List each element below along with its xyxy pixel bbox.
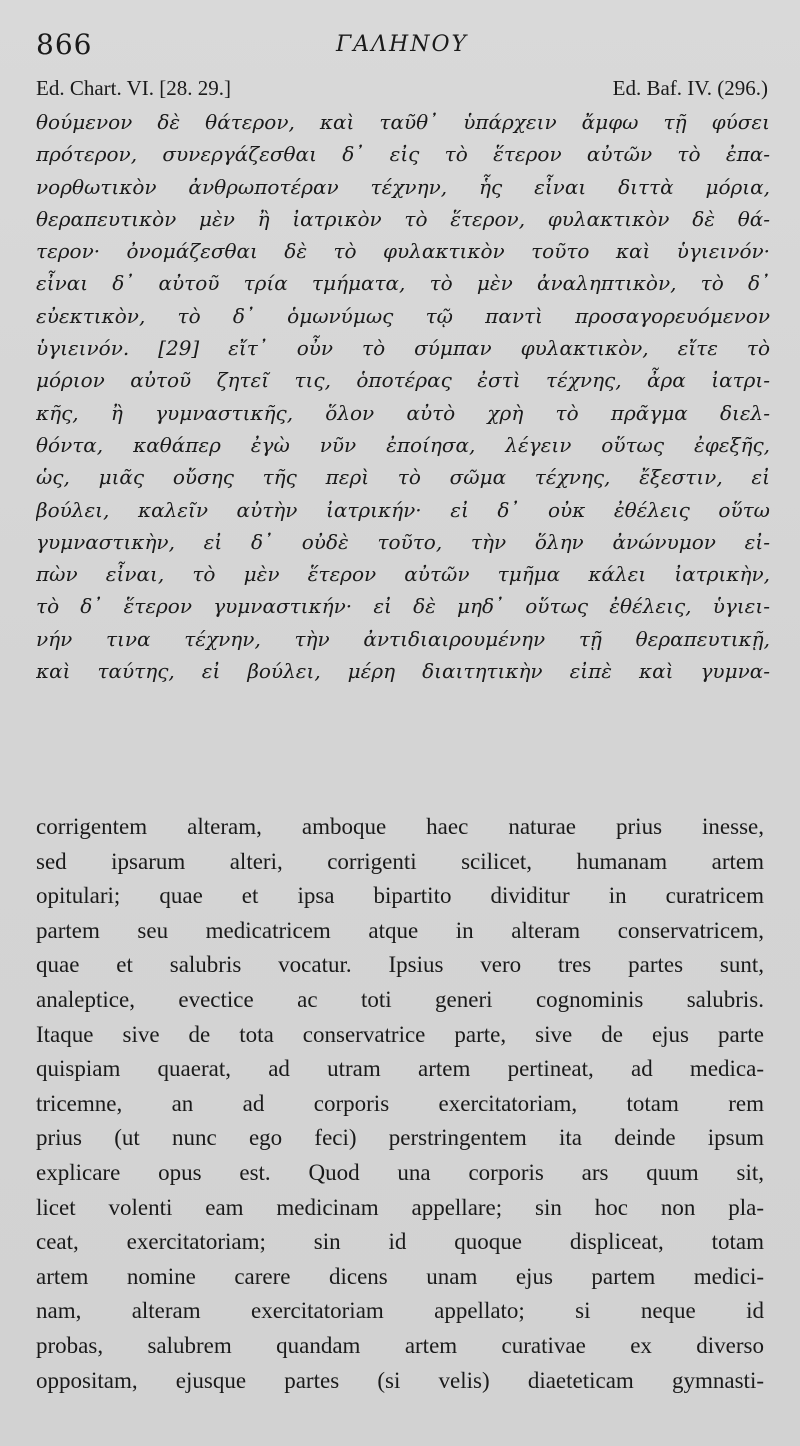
latin-line: analeptice, evectice ac toti generi cognominis salubris. (36, 986, 764, 1012)
latin-line: artem nomine carere dicens unam ejus partem medici- (36, 1263, 764, 1289)
latin-line: corrigentem alteram, amboque haec naturae prius inesse, (36, 814, 764, 839)
latin-line: nam, alteram exercitatoriam appellato; si neque id (36, 1298, 764, 1324)
greek-line: θούμενον δὲ θάτερον, καὶ ταῦθ᾽ ὑπάρχειν ἄμφω τῇ φύσει (36, 110, 770, 134)
greek-line: γυμναστικὴν, εἰ δ᾽ οὐδὲ τοῦτο, τὴν ὅλην ἀνώνυμον εἰ- (36, 529, 770, 554)
greek-line: θόντα, καθάπερ ἐγὼ νῦν ἐποίησα, λέγειν οὕτως ἐφεξῆς, (36, 432, 770, 457)
latin-line: prius (ut nunc ego feci) perstringentem ita deinde ipsum (36, 1125, 764, 1151)
greek-line: τερον· ὀνομάζεσθαι δὲ τὸ φυλακτικὸν τοῦτο καὶ ὑγιεινόν· (36, 239, 770, 264)
greek-line: ὡς, μιᾶς οὔσης τῆς περὶ τὸ σῶμα τέχνης, ἔξεστιν, εἰ (36, 465, 770, 490)
greek-line: πὼν εἶναι, τὸ μὲν ἕτερον αὐτῶν τμῆμα κάλει ἰατρικὴν, (36, 562, 770, 587)
edition-chartier: Ed. Chart. VI. [28. 29.] (36, 76, 231, 100)
latin-translation (36, 810, 764, 1398)
greek-line: εὐεκτικὸν, τὸ δ᾽ ὁμωνύμως τῷ παντὶ προσαγορευόμενον (36, 303, 770, 328)
latin-line: quispiam quaerat, ad utram artem pertineat, ad medica- (36, 1056, 764, 1082)
greek-line: πρότερον, συνεργάζεσθαι δ᾽ εἰς τὸ ἕτερον αὐτῶν τὸ ἐπα- (36, 142, 770, 167)
latin-line: ceat, exercitatoriam; sin id quoque displiceat, totam (36, 1229, 764, 1255)
latin-line: quae et salubris vocatur. Ipsius vero tres partes sunt, (36, 952, 764, 978)
greek-line: εἶναι δ᾽ αὐτοῦ τρία τμήματα, τὸ μὲν ἀναληπτικὸν, τὸ δ᾽ (36, 271, 770, 296)
latin-line: tricemne, an ad corporis exercitatoriam, totam rem (36, 1090, 764, 1116)
greek-line: μόριον αὐτοῦ ζητεῖ τις, ὁποτέρας ἐστὶ τέχνης, ἆρα ἰατρι- (36, 368, 770, 393)
latin-line: Itaque sive de tota conservatrice parte, sive de ejus parte (36, 1021, 764, 1047)
latin-line: partem seu medicatricem atque in alteram conservatricem, (36, 917, 764, 943)
greek-line: νήν τινα τέχνην, τὴν ἀντιδιαιρουμένην τῇ θεραπευτικῇ, (36, 626, 770, 651)
latin-line: oppositam, ejusque partes (si velis) diaeteticam gymnasti- (36, 1367, 764, 1393)
running-head: ΓΑΛΗΝΟΥ (336, 32, 469, 57)
edition-basel: Ed. Baf. IV. (296.) (612, 76, 768, 100)
latin-line: opitulari; quae et ipsa bipartito dividitur in curatricem (36, 883, 764, 909)
greek-line: τὸ δ᾽ ἕτερον γυμναστικήν· εἰ δὲ μηδ᾽ οὕτως ἐθέλεις, ὑγιει- (36, 594, 770, 619)
edition-references (36, 76, 768, 106)
latin-line: licet volenti eam medicinam appellare; sin hoc non pla- (36, 1194, 764, 1220)
greek-line: καὶ ταύτης, εἰ βούλει, μέρη διαιτητικὴν εἰπὲ καὶ γυμνα- (36, 659, 770, 684)
greek-line: βούλει, καλεῖν αὐτὴν ἰατρικήν· εἰ δ᾽ οὐκ ἐθέλεις οὕτω (36, 497, 770, 522)
latin-line: probas, salubrem quandam artem curativae ex diverso (36, 1332, 764, 1358)
latin-line: sed ipsarum alteri, corrigenti scilicet, humanam artem (36, 848, 764, 874)
greek-text (36, 106, 770, 687)
latin-line: explicare opus est. Quod una corporis ars quum sit, (36, 1159, 764, 1185)
greek-line: νορθωτικὸν ἀνθρωποτέραν τέχνην, ἧς εἶναι διττὰ μόρια, (36, 174, 770, 199)
page-number: 866 (36, 28, 93, 61)
page-header (36, 28, 768, 64)
greek-line: κῆς, ἢ γυμναστικῆς, ὅλον αὐτὸ χρὴ τὸ πρᾶγμα διελ- (36, 400, 770, 425)
greek-line: θεραπευτικὸν μὲν ἢ ἰατρικὸν τὸ ἕτερον, φυλακτικὸν δὲ θά- (36, 206, 770, 231)
greek-line: ὑγιεινόν. [29] εἴτ᾽ οὖν τὸ σύμπαν φυλακτικὸν, εἴτε τὸ (36, 336, 770, 361)
